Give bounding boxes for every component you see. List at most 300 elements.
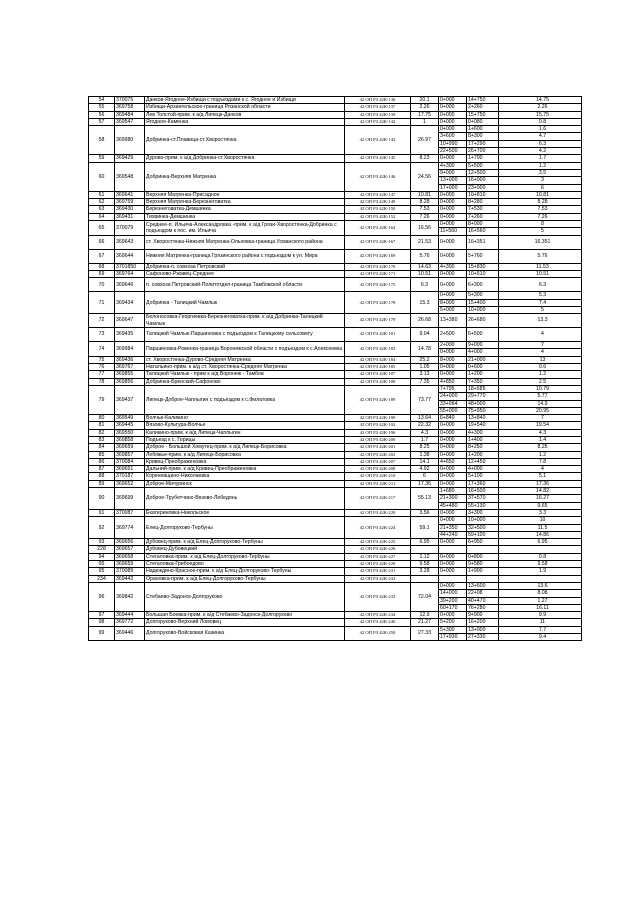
segment-length-cell: 13	[499, 356, 582, 363]
road-length-cell: 14.1	[411, 458, 439, 465]
segment-length-cell: 6	[499, 184, 582, 191]
road-id-cell: 42 ОП РЗ 42К-167	[345, 235, 411, 249]
segment-start-cell: 4+300	[439, 263, 467, 270]
segment-start-cell: 0+000	[439, 221, 467, 228]
road-length-cell: 3.13	[411, 371, 439, 378]
segment-length-cell: 4	[499, 466, 582, 473]
table-row	[89, 206, 582, 213]
segment-length-cell: 14.86	[499, 531, 582, 538]
segment-length-cell: 8	[499, 221, 582, 228]
road-length-cell: 21.27	[411, 619, 439, 626]
road-id-cell: 42 ОП РЗ 42К-170	[345, 263, 411, 270]
segment-end-cell: 16+000	[467, 177, 499, 184]
segment-end-cell: 5+300	[467, 292, 499, 299]
row-number-cell: 71	[89, 292, 115, 314]
road-length-cell: 7.35	[411, 378, 439, 385]
segment-start-cell: 0+000	[439, 612, 467, 619]
segment-start-cell: 7+795	[439, 385, 467, 392]
segment-start-cell: 0+000	[439, 213, 467, 220]
table-row	[89, 221, 582, 228]
segment-end-cell: 2+260	[467, 104, 499, 111]
road-length-cell: 14.63	[411, 263, 439, 270]
row-code-cell: 369842	[115, 582, 145, 611]
row-code-cell: 369437	[115, 385, 145, 414]
segment-end-cell: 23+000	[467, 184, 499, 191]
row-code-cell: 369699	[115, 488, 145, 510]
road-name-cell: Избищи-Архангельское-граница Рязанской области	[145, 104, 345, 111]
segment-end-cell: 13+840	[467, 415, 499, 422]
segment-length-cell: 7.7	[499, 626, 582, 633]
row-number-cell: 60	[89, 162, 115, 191]
segment-start-cell: 33+064	[439, 400, 467, 407]
segment-start-cell: 11+560	[439, 228, 467, 235]
road-length-cell: 1	[411, 118, 439, 125]
segment-length-cell: 10	[499, 517, 582, 524]
road-name-cell: Среднее-п. Ильича-Александровка -прим. к а/д Грязи-Хворостянка-Добринка с подъездом к пос. им. Ильича	[145, 221, 345, 236]
road-length-cell: 5.76	[411, 249, 439, 263]
row-number-cell: 96	[89, 582, 115, 611]
segment-start-cell: 17+000	[439, 184, 467, 191]
road-length-cell: 6.95	[411, 539, 439, 546]
segment-end-cell: 13+600	[467, 582, 499, 589]
segment-length-cell: 5.76	[499, 249, 582, 263]
road-length-cell: 26.97	[411, 126, 439, 155]
table-row	[89, 429, 582, 436]
table-row	[89, 385, 582, 392]
segment-length-cell: 6.3	[499, 278, 582, 292]
row-number-cell: 56	[89, 111, 115, 118]
table-row	[89, 213, 582, 220]
segment-length-cell: 3.3	[499, 509, 582, 516]
segment-length-cell: 9.65	[499, 502, 582, 509]
road-name-cell: Орановка-прим. к а/д Елец-Долгоруково-Тербуны	[145, 575, 345, 582]
segment-end-cell: 6+950	[467, 539, 499, 546]
segment-length-cell: 11.5	[499, 524, 582, 531]
segment-start-cell: 21+300	[439, 495, 467, 502]
segment-end-cell: 59+100	[467, 531, 499, 538]
segment-end-cell: 5+760	[467, 249, 499, 263]
segment-start-cell: 13+000	[439, 177, 467, 184]
segment-length-cell: 1.4	[499, 436, 582, 443]
segment-length-cell: 7.53	[499, 206, 582, 213]
row-number-cell: 76	[89, 364, 115, 371]
segment-start-cell: 0+000	[439, 473, 467, 480]
row-code-cell: 369657	[115, 546, 145, 553]
table-row	[89, 263, 582, 270]
segment-length-cell: 16.351	[499, 235, 582, 249]
road-length-cell: 2.26	[411, 104, 439, 111]
row-number-cell: 86	[89, 458, 115, 465]
row-code-cell: 370089	[115, 568, 145, 575]
segment-end-cell: 32+500	[467, 524, 499, 531]
segment-length-cell: 10.79	[499, 385, 582, 392]
segment-start-cell: 5+200	[439, 619, 467, 626]
segment-start-cell: 8+000	[439, 299, 467, 306]
table-row	[89, 612, 582, 619]
road-length-cell: 10.51	[411, 270, 439, 277]
segment-length-cell: 7	[499, 342, 582, 349]
row-code-cell: 369446	[115, 626, 145, 641]
row-code-cell: 370084	[115, 458, 145, 465]
road-length-cell: 59.1	[411, 517, 439, 539]
table-row	[89, 342, 582, 349]
segment-length-cell: 14.9	[499, 400, 582, 407]
segment-length-cell	[499, 546, 582, 553]
road-id-cell: 42 ОП РЗ 42К-208	[345, 466, 411, 473]
table-row	[89, 199, 582, 206]
row-code-cell: 369980	[115, 126, 145, 155]
road-id-cell: 42 ОП РЗ 42К-139	[345, 111, 411, 118]
row-code-cell: 369550	[115, 429, 145, 436]
segment-start-cell: 0+000	[439, 104, 467, 111]
row-number-cell: 61	[89, 191, 115, 198]
road-name-cell: Долгоруково-Верхний Ломовец	[145, 619, 345, 626]
road-length-cell: 9.04	[411, 328, 439, 342]
road-length-cell: 10.81	[411, 191, 439, 198]
segment-start-cell: 55+000	[439, 407, 467, 414]
road-name-cell: Лев Толстой-прим. к а/д Липецк-Данков	[145, 111, 345, 118]
road-name-cell: Стегаловка-Грибоедово	[145, 561, 345, 568]
road-id-cell: 42 ОП РЗ 42К-164	[345, 221, 411, 236]
segment-end-cell: 4+000	[467, 466, 499, 473]
row-code-cell: 369444	[115, 612, 145, 619]
segment-end-cell: 21+000	[467, 356, 499, 363]
row-code-cell: 369484	[115, 111, 145, 118]
row-number-cell: 88	[89, 473, 115, 480]
segment-start-cell: 0+000	[439, 582, 467, 589]
table-row	[89, 517, 582, 524]
row-code-cell: 369548	[115, 162, 145, 191]
row-number-cell: 228	[89, 546, 115, 553]
road-length-cell: 4.3	[411, 429, 439, 436]
road-name-cell: Ягодное-Каменка	[145, 118, 345, 125]
row-number-cell: 85	[89, 451, 115, 458]
segment-start-cell: 0+000	[439, 206, 467, 213]
road-id-cell: 42 ОП РЗ 42К-149	[345, 199, 411, 206]
row-number-cell: 90	[89, 488, 115, 510]
segment-end-cell: 7+260	[467, 213, 499, 220]
road-id-cell: 42 ОП РЗ 42К-171	[345, 270, 411, 277]
table-row	[89, 270, 582, 277]
road-id-cell: 42 ОП РЗ 42К-189	[345, 385, 411, 414]
segment-end-cell: 9+000	[467, 342, 499, 349]
row-number-cell: 78	[89, 378, 115, 385]
table-row	[89, 328, 582, 342]
road-id-cell: 42 ОП РЗ 42К-217	[345, 488, 411, 510]
road-name-cell: Добринка-Верхняя Матренка	[145, 162, 345, 191]
road-id-cell: 42 ОП РЗ 42К-150	[345, 206, 411, 213]
road-id-cell: 42 ОП РЗ 42К-137	[345, 104, 411, 111]
segment-start-cell: 0+000	[439, 97, 467, 104]
table-row	[89, 553, 582, 560]
row-number-cell: 59	[89, 155, 115, 162]
segment-start-cell: 0+000	[439, 451, 467, 458]
segment-end-cell: 37+570	[467, 495, 499, 502]
row-number-cell: 74	[89, 342, 115, 357]
segment-end-cell: 16+500	[467, 488, 499, 495]
row-number-cell: 79	[89, 385, 115, 414]
road-name-cell: Стебаево-Задонск-Долгоруково	[145, 582, 345, 611]
segment-start-cell: 21+350	[439, 524, 467, 531]
segment-length-cell: 0.8	[499, 553, 582, 560]
row-number-cell: 57	[89, 118, 115, 125]
row-code-cell: 369434	[115, 292, 145, 314]
segment-length-cell: 0.6	[499, 364, 582, 371]
segment-start-cell: 4+850	[439, 378, 467, 385]
segment-length-cell: 9.4	[499, 634, 582, 641]
segment-length-cell	[499, 575, 582, 582]
segment-end-cell: 27+330	[467, 634, 499, 641]
row-code-cell: 369647	[115, 314, 145, 328]
segment-length-cell: 13.6	[499, 582, 582, 589]
road-length-cell: 6	[411, 473, 439, 480]
segment-start-cell: 0+000	[439, 561, 467, 568]
segment-length-cell: 14.82	[499, 488, 582, 495]
road-length-cell: 12.9	[411, 612, 439, 619]
road-name-cell: Вязово-Культура-Волчье	[145, 422, 345, 429]
segment-start-cell: 22+500	[439, 148, 467, 155]
segment-start-cell: 0+000	[439, 539, 467, 546]
row-number-cell: 66	[89, 235, 115, 249]
row-code-cell: 369549	[115, 415, 145, 422]
row-code-cell: 369547	[115, 118, 145, 125]
segment-length-cell: 1.6	[499, 126, 582, 133]
segment-end-cell: 75+950	[467, 407, 499, 414]
segment-length-cell: 5.77	[499, 393, 582, 400]
row-code-cell: 369429	[115, 155, 145, 162]
row-number-cell: 80	[89, 415, 115, 422]
row-code-cell: 369856	[115, 378, 145, 385]
segment-start-cell: 0+000	[439, 191, 467, 198]
segment-length-cell: 1.2	[499, 451, 582, 458]
road-length-cell: 1.12	[411, 553, 439, 560]
segment-length-cell: 0.8	[499, 118, 582, 125]
row-code-cell: 369430	[115, 206, 145, 213]
segment-length-cell: 11	[499, 619, 582, 626]
segment-start-cell: 0+000	[439, 155, 467, 162]
table-row	[89, 619, 582, 626]
row-code-cell: 369774	[115, 517, 145, 539]
road-length-cell: 3.28	[411, 568, 439, 575]
table-row	[89, 292, 582, 299]
road-length-cell: 17.75	[411, 111, 439, 118]
segment-start-cell: 4+300	[439, 162, 467, 169]
segment-end-cell: 40+470	[467, 597, 499, 604]
road-id-cell: 42 ОП РЗ 42К-187	[345, 371, 411, 378]
road-name-cell: п. совхоза Петровский-Политотдел-граница Тамбовской области	[145, 278, 345, 292]
row-code-cell: 369758	[115, 104, 145, 111]
segment-end-cell: 1+700	[467, 155, 499, 162]
road-id-cell: 42 ОП РЗ 42К-210	[345, 473, 411, 480]
segment-start-cell: 44+240	[439, 531, 467, 538]
row-code-cell: 369643	[115, 235, 145, 249]
road-id-cell: 42 ОП РЗ 42К-185	[345, 364, 411, 371]
table-row	[89, 314, 582, 328]
road-name-cell: Березнеговатка-Демшинка	[145, 206, 345, 213]
segment-end-cell: 13+000	[467, 626, 499, 633]
segment-start-cell: 0+000	[439, 553, 467, 560]
segment-start-cell: 5+000	[439, 306, 467, 313]
segment-length-cell: 4.2	[499, 148, 582, 155]
road-id-cell: 42 ОП РЗ 42К-146	[345, 162, 411, 191]
road-name-cell: Кореневщино-Николаевка	[145, 473, 345, 480]
road-length-cell: 3.56	[411, 509, 439, 516]
row-number-cell: 98	[89, 619, 115, 626]
row-code-cell: 370087	[115, 509, 145, 516]
segment-start-cell: 0+000	[439, 235, 467, 249]
table-body	[89, 97, 582, 641]
segment-start-cell: 0+000	[439, 480, 467, 487]
row-number-cell: 72	[89, 314, 115, 328]
road-id-cell: 42 ОП РЗ 42К-200	[345, 436, 411, 443]
segment-start-cell: 4+650	[439, 458, 467, 465]
segment-length-cell: 8.25	[499, 444, 582, 451]
road-name-cell: Нижняя Матренка-граница Грязинского района с подъездом к ул. Мира	[145, 249, 345, 263]
road-id-cell: 42 ОП РЗ 42К-184	[345, 356, 411, 363]
segment-length-cell: 5.3	[499, 292, 582, 299]
segment-end-cell	[467, 575, 499, 582]
segment-length-cell: 5	[499, 306, 582, 313]
road-id-cell: 42 ОП РЗ 42К-188	[345, 378, 411, 385]
road-id-cell: 42 ОП РЗ 42К-228	[345, 561, 411, 568]
road-id-cell: 42 ОП РЗ 42К-233	[345, 582, 411, 611]
segment-length-cell: 4.3	[499, 429, 582, 436]
segment-end-cell: 15+400	[467, 299, 499, 306]
road-name-cell: Дурово-прим. к а/д Добринка-ст.Хворостянка	[145, 155, 345, 162]
segment-length-cell: 16.27	[499, 495, 582, 502]
segment-length-cell: 1.7	[499, 155, 582, 162]
road-name-cell: Сафоново-Ржавец-Среднее	[145, 270, 345, 277]
road-id-cell: 42 ОП РЗ 42К-143	[345, 126, 411, 155]
segment-start-cell: 0+000	[439, 422, 467, 429]
segment-end-cell: 6+300	[467, 278, 499, 292]
segment-length-cell: 6.95	[499, 539, 582, 546]
segment-end-cell: 15+750	[467, 111, 499, 118]
segment-end-cell: 16+560	[467, 228, 499, 235]
segment-start-cell: 2+000	[439, 342, 467, 349]
table-row	[89, 473, 582, 480]
segment-end-cell: 12+500	[467, 169, 499, 176]
segment-end-cell: 10+000	[467, 306, 499, 313]
segment-start-cell: 0+000	[439, 349, 467, 356]
road-name-cell: Добринка-ст.Плавица-ст.Хворостянка	[145, 126, 345, 155]
segment-end-cell: 1+200	[467, 451, 499, 458]
road-length-cell: 20.1	[411, 97, 439, 104]
table-row	[89, 111, 582, 118]
road-name-cell: Верхняя Матренка-Березнеговатка	[145, 199, 345, 206]
segment-start-cell: 0+000	[439, 126, 467, 133]
row-number-cell: 55	[89, 104, 115, 111]
road-id-cell: 42 ОП РЗ 42К-192	[345, 422, 411, 429]
row-code-cell: 369435	[115, 328, 145, 342]
row-number-cell: 73	[89, 328, 115, 342]
row-number-cell: 99	[89, 626, 115, 641]
segment-length-cell: 8.08	[499, 590, 582, 597]
row-number-cell: 77	[89, 371, 115, 378]
segment-end-cell: 10+000	[467, 517, 499, 524]
row-code-cell: 369443	[115, 575, 145, 582]
road-name-cell: Добринка-Бренский-Сафоново	[145, 378, 345, 385]
road-id-cell: 42 ОП РЗ 42К-152	[345, 213, 411, 220]
row-number-cell: 65	[89, 221, 115, 236]
road-length-cell: 73.77	[411, 385, 439, 414]
segment-length-cell: 15.75	[499, 111, 582, 118]
road-name-cell: ст. Хворостянка-Нижняя Матренка-Ольховка-граница Усманского района	[145, 235, 345, 249]
table-row	[89, 451, 582, 458]
segment-end-cell: 10+810	[467, 191, 499, 198]
road-name-cell: Подъезд к с. Горицы	[145, 436, 345, 443]
road-id-cell: 42 ОП РЗ 42К-224	[345, 517, 411, 539]
road-length-cell: 8.28	[411, 199, 439, 206]
segment-length-cell: 20.95	[499, 407, 582, 414]
table-row	[89, 436, 582, 443]
road-id-cell: 42 ОП РЗ 42К-181	[345, 328, 411, 342]
segment-length-cell: 6.3	[499, 140, 582, 147]
row-code-cell: 369445	[115, 422, 145, 429]
segment-length-cell: 2.26	[499, 104, 582, 111]
segment-start-cell: 0+000	[439, 270, 467, 277]
segment-length-cell: 14.75	[499, 97, 582, 104]
table-row	[89, 118, 582, 125]
road-name-cell: Липецк-Доброе-Чаплыгин с подъездом к с.Филатовка	[145, 385, 345, 414]
table-row	[89, 546, 582, 553]
segment-length-cell: 7.8	[499, 458, 582, 465]
segment-start-cell: 3+600	[439, 133, 467, 140]
segment-start-cell: 24+000	[439, 393, 467, 400]
segment-end-cell: 5+100	[467, 473, 499, 480]
table-row	[89, 575, 582, 582]
road-length-cell: 9.58	[411, 561, 439, 568]
road-id-cell: 42 ОП РЗ 42К-179	[345, 314, 411, 328]
segment-length-cell: 10.81	[499, 191, 582, 198]
road-length-cell: 22.32	[411, 422, 439, 429]
segment-start-cell	[439, 546, 467, 553]
row-code-cell: 370079	[115, 221, 145, 236]
segment-start-cell: 0+000	[439, 509, 467, 516]
road-name-cell: Большая Боевка-прим. к а/д Стебаево-Задонск-Долгоруково	[145, 612, 345, 619]
table-row	[89, 582, 582, 589]
road-name-cell: Елец-Долгоруково-Тербуны	[145, 517, 345, 539]
segment-end-cell: 3+300	[467, 509, 499, 516]
segment-length-cell: 3	[499, 177, 582, 184]
road-length-cell: 4.92	[411, 466, 439, 473]
segment-end-cell: 16+200	[467, 619, 499, 626]
road-name-cell: Долгоруково-Войсковая Казинка	[145, 626, 345, 641]
segment-start-cell: 13+380	[439, 314, 467, 328]
road-id-cell: 42 ОП РЗ 42К-175	[345, 278, 411, 292]
road-length-cell: 72.04	[411, 582, 439, 611]
segment-length-cell: 7.26	[499, 213, 582, 220]
row-code-cell: 369858	[115, 436, 145, 443]
row-code-cell: 369855	[115, 371, 145, 378]
road-name-cell: Белоносовка-Георгиевка-Березнеговатка-прим. к а/д Добринка-Талицкий Чамлык	[145, 314, 345, 328]
segment-end-cell: 8+280	[467, 199, 499, 206]
segment-start-cell: 0+000	[439, 292, 467, 299]
segment-length-cell: 13.3	[499, 314, 582, 328]
segment-start-cell: 10+990	[439, 140, 467, 147]
road-name-cell: Добринка-п. совхоза Петровский	[145, 263, 345, 270]
road-name-cell: Паршиновка-Ровенка-граница Воронежской области с подъездом к с.Алексеевка	[145, 342, 345, 357]
road-name-cell: Талицкий Чамлык-Паршиновка с подъездом к Талицкому сельсовету	[145, 328, 345, 342]
row-code-cell: 369644	[115, 249, 145, 263]
road-id-cell: 42 ОП РЗ 42К-211	[345, 480, 411, 487]
road-name-cell: Доброе-Мичуринск	[145, 480, 345, 487]
segment-end-cell: 1+400	[467, 436, 499, 443]
segment-start-cell: 9+000	[439, 169, 467, 176]
table-row	[89, 235, 582, 249]
road-register-table	[88, 96, 582, 641]
row-code-cell: 369772	[115, 619, 145, 626]
